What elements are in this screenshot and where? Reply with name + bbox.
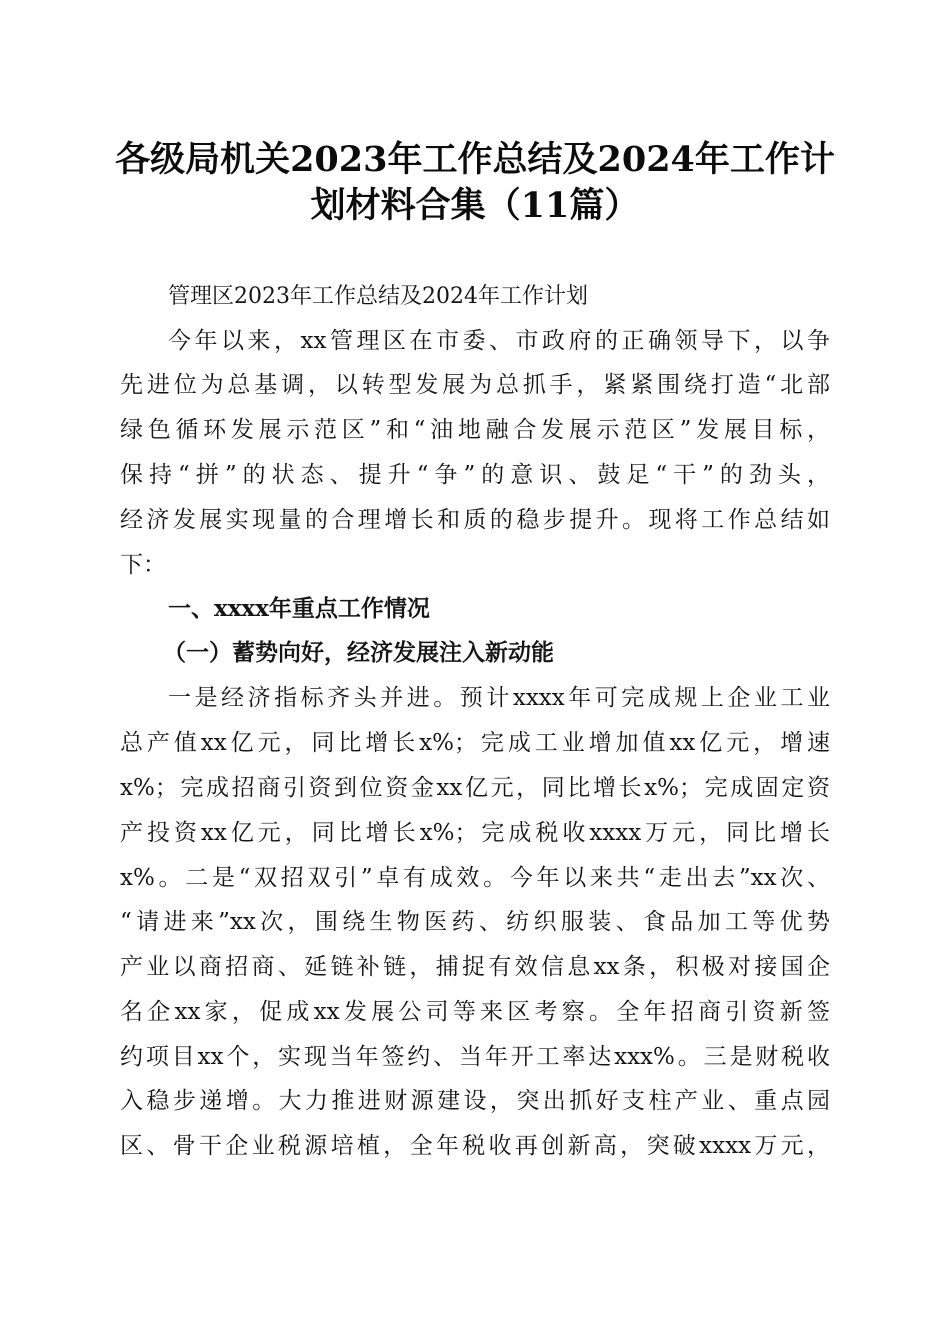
body-line: 总产值xx亿元，同比增长x%；完成工业增加值xx亿元，增速 — [120, 730, 830, 756]
body-line: 一是经济指标齐头并进。预计xxxx年可完成规上企业工业 — [168, 685, 830, 711]
intro-line: 绿色循环发展示范区”和“油地融合发展示范区”发展目标， — [120, 417, 830, 443]
intro-line: 保持“拼”的状态、提升“争”的意识、鼓足“干”的劲头， — [120, 462, 830, 488]
body-line: 名企xx家，促成xx发展公司等来区考察。全年招商引资新签 — [120, 999, 830, 1025]
body-line: 约项目xx个，实现当年签约、当年开工率达xxx%。三是财税收 — [120, 1044, 830, 1070]
document-title-line-1: 各级局机关2023年工作总结及2024年工作计 — [115, 139, 835, 180]
body-line: x%；完成招商引资到位资金xx亿元，同比增长x%；完成固定资 — [120, 775, 830, 801]
section-heading-1: 一、xxxx年重点工作情况 — [168, 595, 430, 622]
document-title-line-2: 划材料合集（11篇） — [310, 185, 640, 226]
body-line: 区、骨干企业税源培植，全年税收再创新高，突破xxxx万元， — [120, 1133, 830, 1159]
section-subtitle: 管理区2023年工作总结及2024年工作计划 — [168, 284, 588, 309]
body-line: “请进来”xx次，围绕生物医药、纺织服装、食品加工等优势 — [120, 909, 830, 935]
body-line: 入稳步递增。大力推进财源建设，突出抓好支柱产业、重点园 — [120, 1088, 830, 1114]
section-heading-2: （一）蓄势向好，经济发展注入新动能 — [163, 639, 554, 666]
intro-line: 下： — [120, 552, 166, 578]
body-line: x%。二是“双招双引”卓有成效。今年以来共“走出去”xx次、 — [120, 865, 830, 891]
body-line: 产业以商招商、延链补链，捕捉有效信息xx条，积极对接国企 — [120, 954, 830, 980]
intro-line: 先进位为总基调，以转型发展为总抓手，紧紧围绕打造“北部 — [120, 372, 830, 398]
intro-line: 今年以来，xx管理区在市委、市政府的正确领导下，以争 — [168, 328, 830, 354]
intro-line: 经济发展实现量的合理增长和质的稳步提升。现将工作总结如 — [120, 507, 830, 533]
body-line: 产投资xx亿元，同比增长x%；完成税收xxxx万元，同比增长 — [120, 820, 830, 846]
